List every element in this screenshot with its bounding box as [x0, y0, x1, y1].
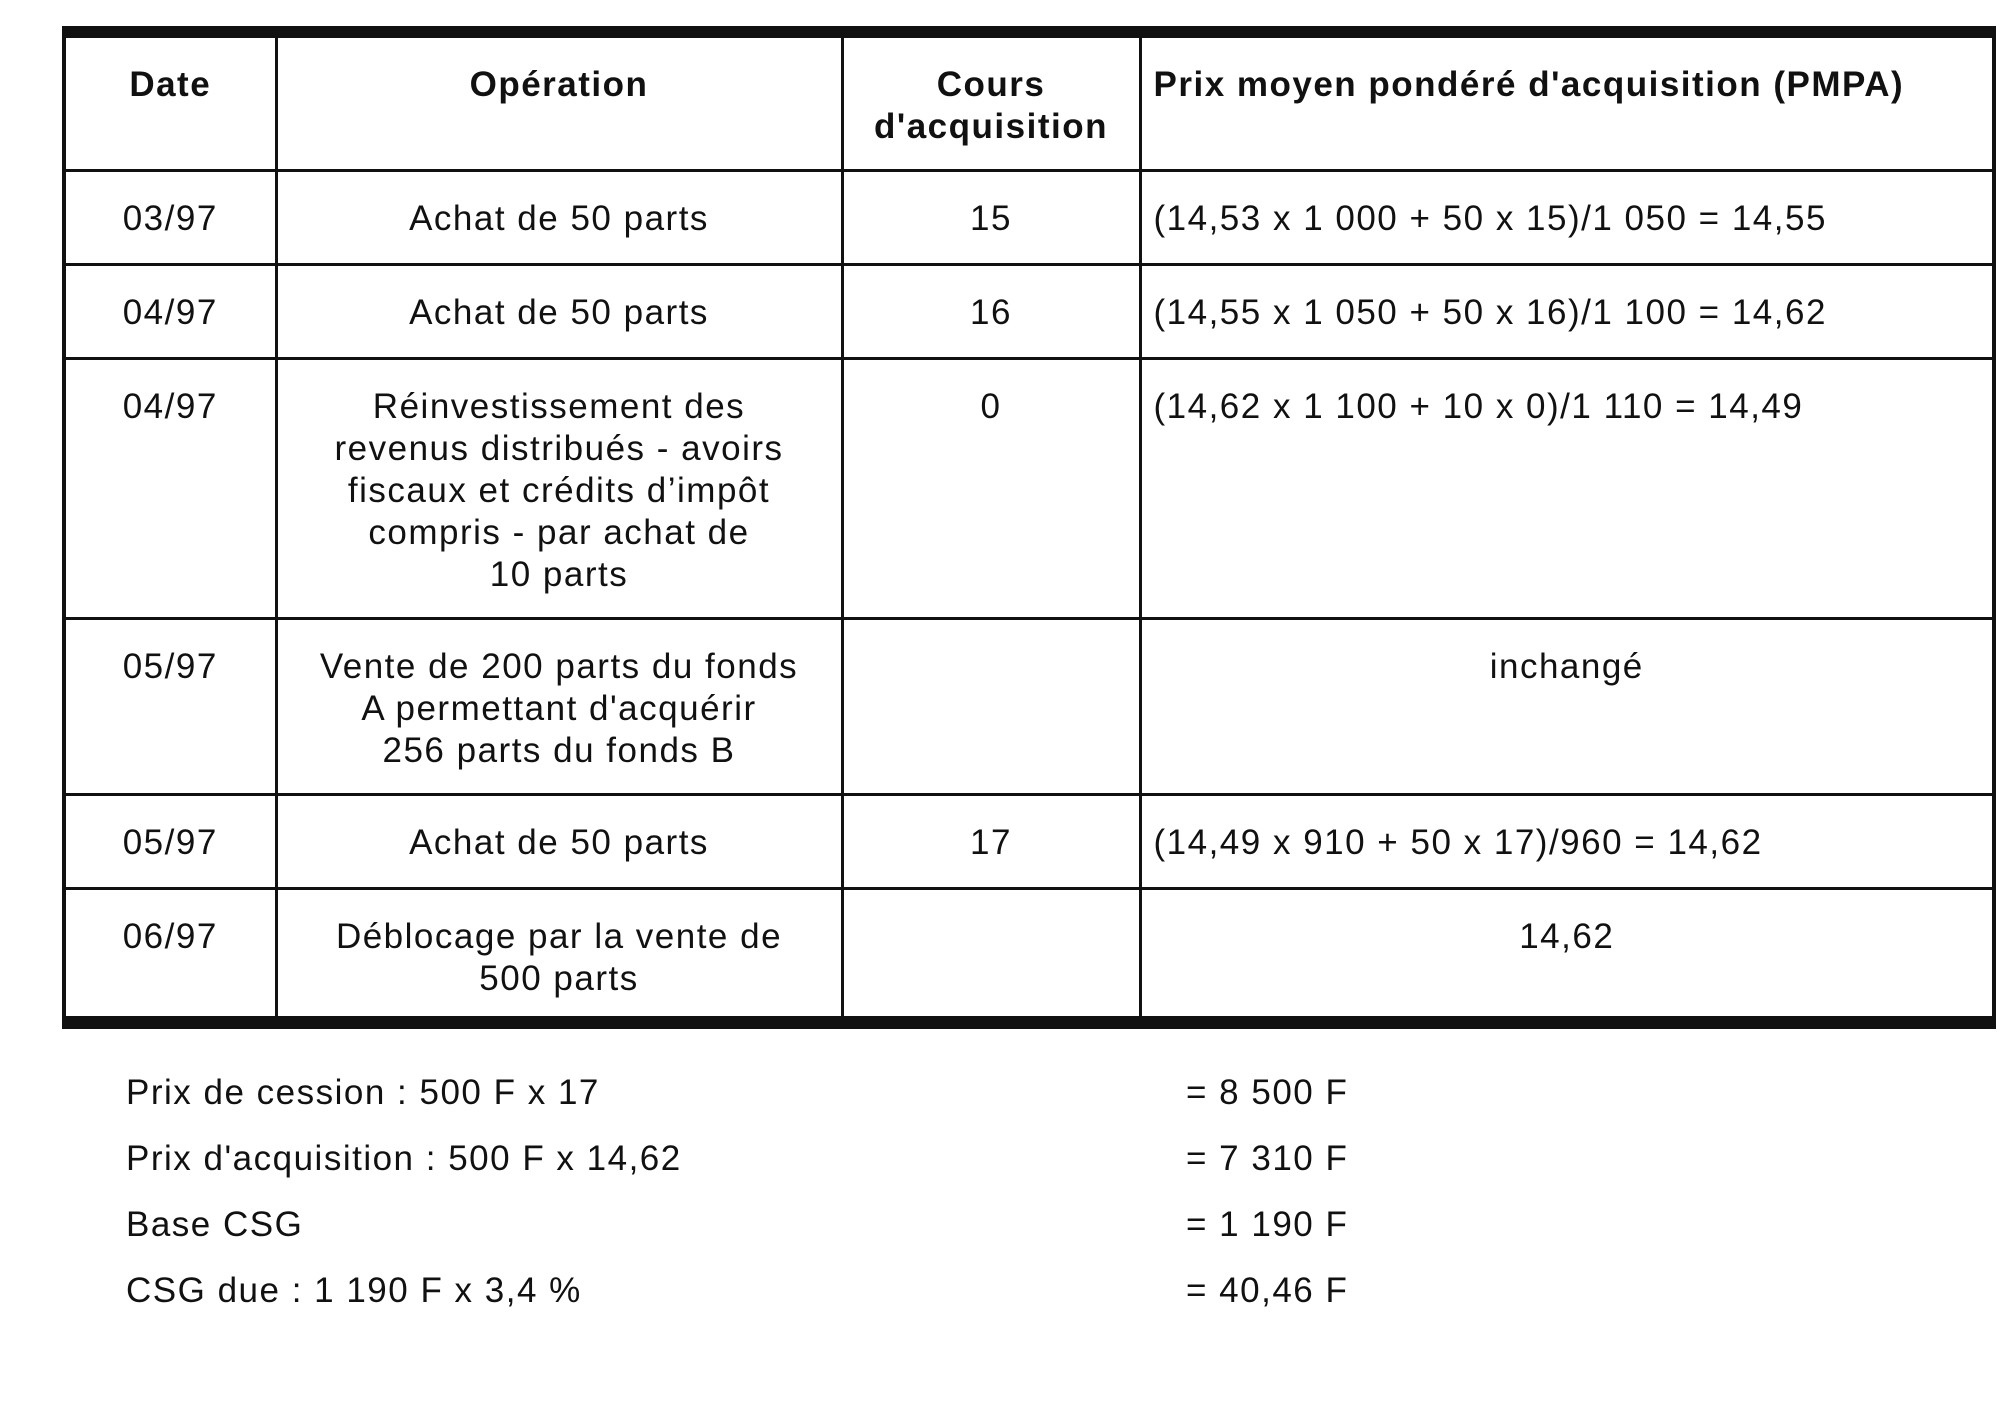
cell-cours: 0: [842, 358, 1140, 618]
cell-cours: 16: [842, 264, 1140, 358]
header-cours: [842, 32, 1140, 170]
cell-operation: [276, 358, 842, 618]
operation-line: revenus distribués - avoirs: [334, 428, 784, 468]
operation-line: fiscaux et crédits d’impôt: [347, 470, 771, 510]
table-row: [64, 264, 1994, 358]
table-row: [64, 170, 1994, 264]
cell-cours: [842, 618, 1140, 794]
cell-pmpa: (14,55 x 1 050 + 50 x 16)/1 100 = 14,62: [1140, 264, 1994, 358]
cell-pmpa: 14,62: [1140, 888, 1994, 1022]
cell-operation: [276, 888, 842, 1022]
header-pmpa: Prix moyen pondéré d'acquisition (PMPA): [1140, 32, 1994, 170]
summary-line-base-csg: [126, 1204, 1426, 1270]
summary-value: = 1 190 F: [1186, 1205, 1349, 1244]
cell-pmpa: (14,49 x 910 + 50 x 17)/960 = 14,62: [1140, 794, 1994, 888]
cell-date: 04/97: [64, 358, 276, 618]
summary-label: Prix d'acquisition : 500 F x 14,62: [126, 1139, 682, 1178]
header-operation: Opération: [276, 32, 842, 170]
table-row: [64, 888, 1994, 1022]
cell-date: 04/97: [64, 264, 276, 358]
cell-pmpa: (14,53 x 1 000 + 50 x 15)/1 050 = 14,55: [1140, 170, 1994, 264]
operation-line: 500 parts: [479, 958, 639, 998]
cell-date: 05/97: [64, 618, 276, 794]
operation-line: Vente de 200 parts du fonds: [319, 646, 799, 686]
table-row: [64, 794, 1994, 888]
header-cours-line2: d'acquisition: [874, 107, 1108, 146]
cell-cours: [842, 888, 1140, 1022]
summary-label: CSG due : 1 190 F x 3,4 %: [126, 1271, 582, 1310]
summary-line-prix-acquisition: [126, 1138, 1426, 1204]
cell-date: 05/97: [64, 794, 276, 888]
operation-line: compris - par achat de: [368, 512, 750, 552]
operation-line: A permettant d'acquérir: [361, 688, 757, 728]
cell-operation: [276, 794, 842, 888]
operation-line: Achat de 50 parts: [409, 822, 709, 862]
cell-operation: [276, 170, 842, 264]
pmpa-table-container: [62, 26, 1992, 1029]
cell-operation: [276, 264, 842, 358]
operation-line: Achat de 50 parts: [409, 292, 709, 332]
header-cours-line1: Cours: [936, 65, 1046, 104]
pmpa-table: [62, 26, 1996, 1029]
table-row: [64, 618, 1994, 794]
summary-value: = 40,46 F: [1186, 1271, 1349, 1310]
operation-line: Réinvestissement des: [372, 386, 746, 426]
cell-cours: 17: [842, 794, 1140, 888]
operation-line: Déblocage par la vente de: [335, 916, 783, 956]
cell-pmpa: (14,62 x 1 100 + 10 x 0)/1 110 = 14,49: [1140, 358, 1994, 618]
table-row: [64, 358, 1994, 618]
csg-summary: [126, 1072, 1426, 1336]
summary-label: Base CSG: [126, 1205, 304, 1244]
cell-date: 06/97: [64, 888, 276, 1022]
summary-line-prix-cession: [126, 1072, 1426, 1138]
table-header-row: [64, 32, 1994, 170]
header-date: Date: [64, 32, 276, 170]
operation-line: Achat de 50 parts: [409, 198, 709, 238]
summary-label: Prix de cession : 500 F x 17: [126, 1073, 600, 1112]
summary-value: = 7 310 F: [1186, 1139, 1349, 1178]
summary-value: = 8 500 F: [1186, 1073, 1349, 1112]
summary-line-csg-due: [126, 1270, 1426, 1336]
cell-operation: [276, 618, 842, 794]
cell-pmpa: inchangé: [1140, 618, 1994, 794]
operation-line: 256 parts du fonds B: [382, 730, 736, 770]
cell-cours: 15: [842, 170, 1140, 264]
cell-date: 03/97: [64, 170, 276, 264]
operation-line: 10 parts: [489, 554, 629, 594]
